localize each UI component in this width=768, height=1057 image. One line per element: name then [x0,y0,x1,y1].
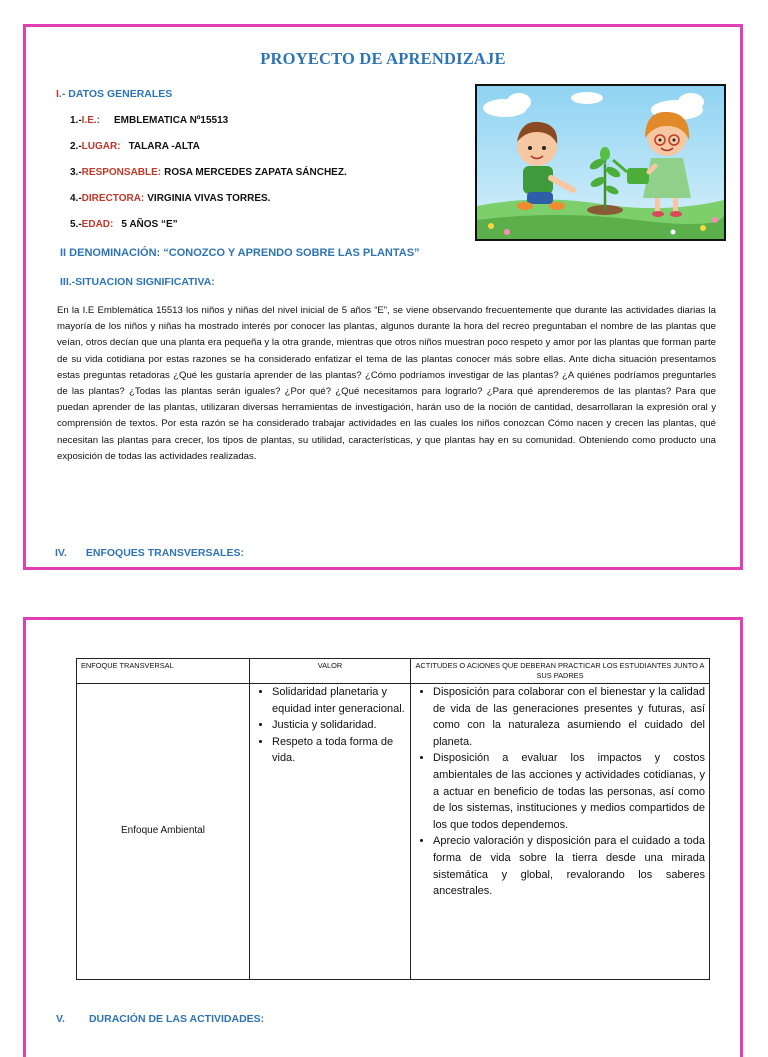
valor-item: • Respeto a toda forma de vida. [272,734,406,767]
section-number: I [56,88,59,100]
table-header: VALOR [250,659,411,684]
section-number: IV. [55,547,67,559]
table-header: ACTITUDES O ACIONES QUE DEBERAN PRACTICAR LOS ESTUDIANTES JUNTO A SUS PADRES [411,659,710,684]
actitud-item: • Disposición para colaborar con el bienestar y la calidad de vida de las generaciones presentes y futuras, así como con la naturaleza asumiendo el cuidado del planeta. [433,684,705,750]
datos-item-edad: 5.-EDAD: 5 AÑOS “E” [70,219,178,230]
section-heading: .- DATOS GENERALES [58,88,173,100]
section-datos-generales [56,88,172,100]
valor-cell [250,684,411,980]
situacion-paragraph: En la I.E Emblemática 15513 los niños y niñas del nivel inicial de 5 años “E”, se viene observando frecuentemente que durante las actividades diarias la mayoría de los niños y niñas ha mostrado interés por conocer las plantas, algunos durante la hora del recreo preguntaban el nombre de las plantas que veían, otros decían que una planta era pequeña y la otra grande, mientras que otros niños muestran poco respeto y amor por las plantas que forman parte de su vida cotidiana por estas razones se ha considerado enfatizar el tema de las plantas conocer más sobre ellas. Ante dicha situación presentamos estas preguntas retadoras ¿Qué les gustaría aprender de las plantas? ¿Cómo podríamos investigar de las plantas? ¿A quiénes podríamos preguntarles de las plantas? ¿Todas las plantas serán iguales? ¿Por qué? ¿Qué necesitamos para lograrlo? ¿Para qué aprenderemos de las plantas? Para que puedan aprender de las plantas, utilizaran diversas herramientas de investigación, harán uso de la noción de cantidad, desarrollaran la expresión oral y comprensión de textos. Por esta razón se ha considerado trabajar actividades en las cuales los niños conozcan Cómo nacen y crecen las plantas, qué necesitan las plantas para crecer, los tipos de plantas, su utilidad, características, y que plantas hay en su comunidad. Obteniendo como producto una exposición de todas las actividades realizadas. [57,305,716,462]
section-situacion: III.-SITUACION SIGNIFICATIVA: [60,276,215,288]
valor-item: • Solidaridad planetaria y equidad inter generacional. [272,684,406,717]
section-heading: ENFOQUES TRANSVERSALES: [85,547,244,559]
actitud-item: • Disposición a evaluar los impactos y costos ambientales de las acciones y actividades cotidianas, y a actuar en beneficio de todas las personas, así como de los sistemas, instituciones y medios compartidos de los que todos dependemos. [433,750,705,833]
actitud-item: • Aprecio valoración y disposición para el cuidado a toda forma de vida sobre la tierra desde una mirada sistemática y global, revalorando los saberes ancestrales. [433,833,705,899]
enfoque-cell: Enfoque Ambiental [77,684,250,980]
section-duracion [56,1013,264,1025]
enfoques-table [76,658,710,980]
datos-item-ie: 1.-I.E.: EMBLEMATICA Nº15513 [70,115,229,126]
section-heading: DURACIÓN DE LAS ACTIVIDADES: [88,1013,265,1025]
section-enfoques [55,547,244,559]
table-header: ENFOQUE TRANSVERSAL [77,659,250,684]
datos-item-directora: 4.-DIRECTORA: VIRGINIA VIVAS TORRES. [70,193,271,204]
table-row [77,684,710,980]
kids-planting-illustration [475,84,726,241]
section-denominacion: II DENOMINACIÓN: “CONOZCO Y APRENDO SOBRE LAS PLANTAS” [60,247,420,259]
document-page-1 [23,24,743,570]
page-title: PROYECTO DE APRENDIZAJE [260,49,506,68]
valor-item: • Justicia y solidaridad. [272,717,406,734]
document-page-2 [23,617,743,1057]
table-header-row [77,659,710,684]
datos-item-responsable: 3.-RESPONSABLE: ROSA MERCEDES ZAPATA SÁNCHEZ. [70,167,347,178]
datos-item-lugar: 2.-LUGAR: TALARA -ALTA [70,141,200,152]
actitudes-cell [411,684,710,980]
section-number: V. [56,1013,65,1025]
illustration-image [477,86,724,239]
